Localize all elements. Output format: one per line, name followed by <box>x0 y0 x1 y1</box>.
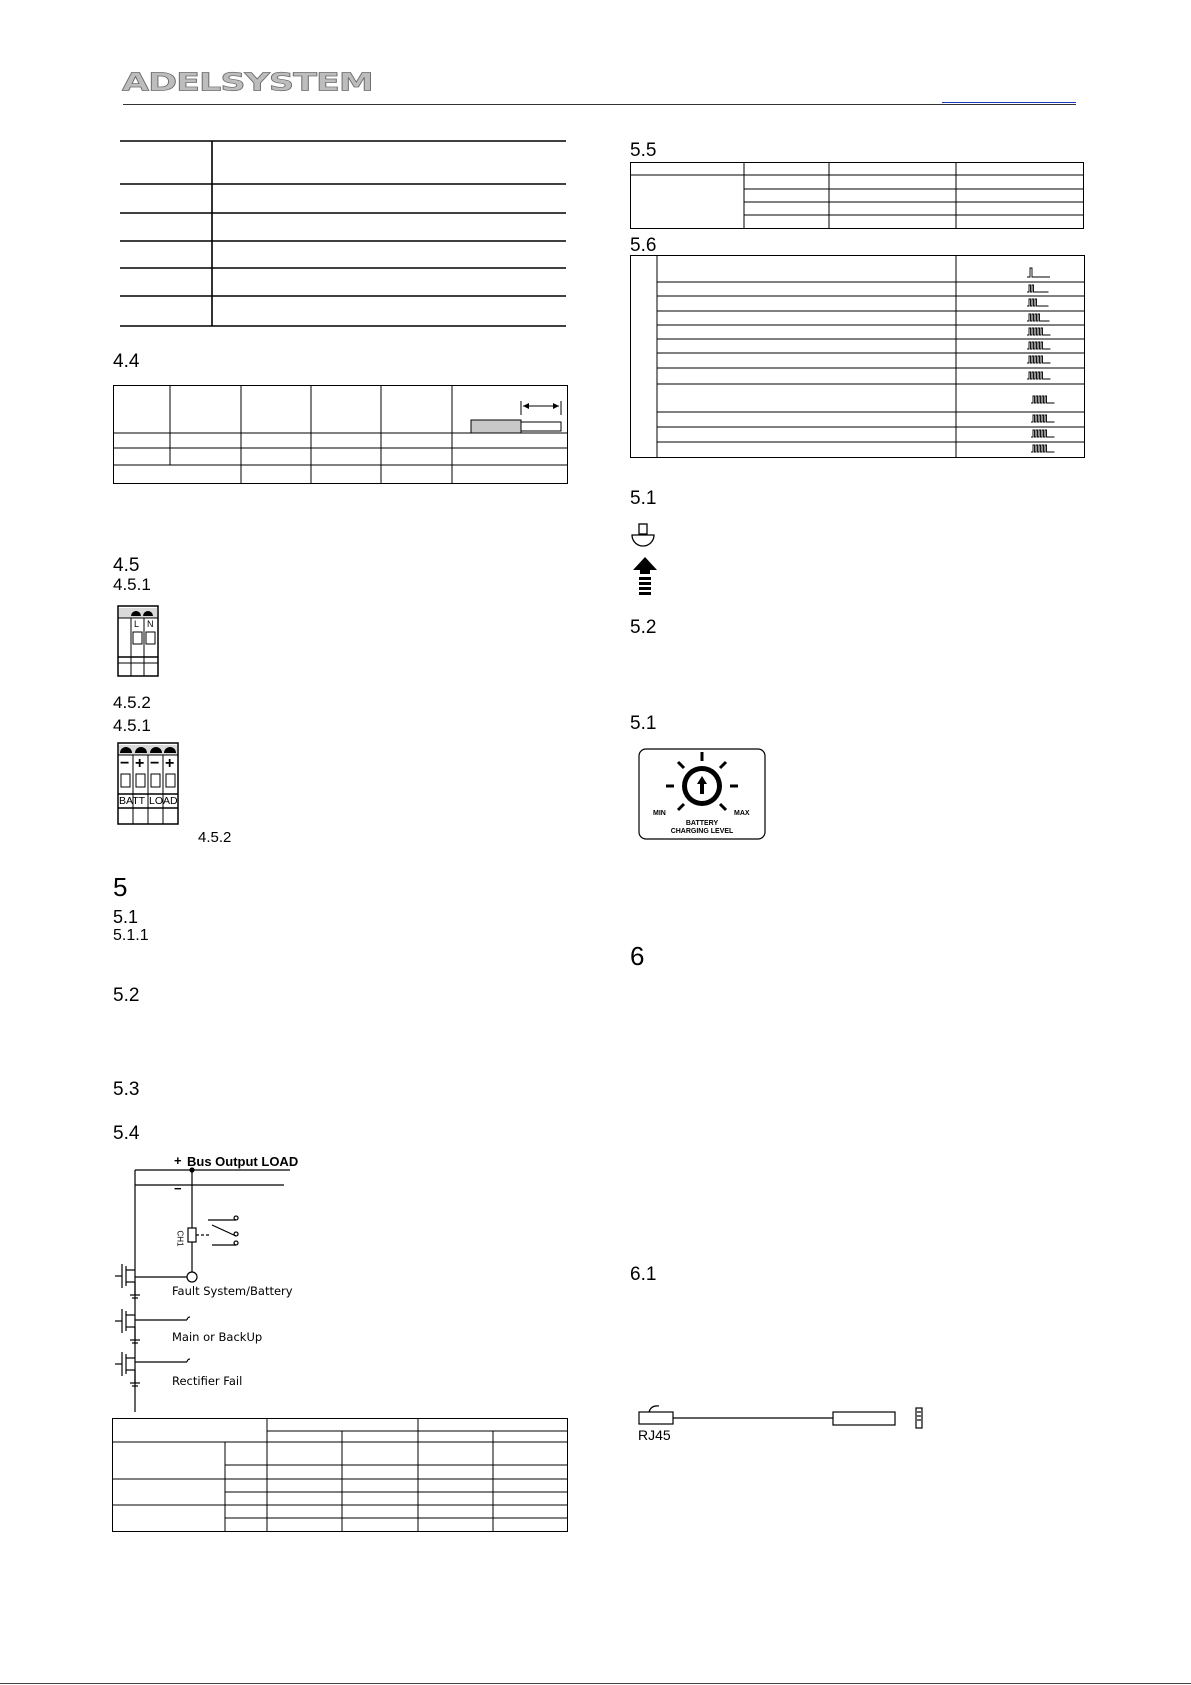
knob-min-label: MIN <box>653 810 666 817</box>
company-logo: ADELSYSTEM <box>122 68 373 97</box>
dc-sign-3: − <box>150 755 160 772</box>
terminal-label-n: N <box>147 619 154 629</box>
blink-code-table <box>630 255 1090 460</box>
terminal-label-l: L <box>134 619 140 629</box>
dc-sign-1: − <box>120 755 130 772</box>
heading-5-4: 5.4 <box>113 1123 140 1144</box>
dc-sign-2: + <box>135 755 145 772</box>
heading-4-5-2: 4.5.2 <box>113 693 151 712</box>
batt-label: BATT <box>119 795 146 807</box>
heading-r-5-1: 5.1 <box>630 488 657 509</box>
website-link[interactable] <box>942 99 1076 103</box>
charging-level-knob[interactable] <box>638 748 766 840</box>
heading-r-5-1b: 5.1 <box>630 713 657 734</box>
heading-5-2: 5.2 <box>113 985 140 1006</box>
knob-caption-1: BATTERY <box>685 820 719 827</box>
bus-output-label: Bus Output LOAD <box>187 1154 299 1169</box>
heading-4-5-1b: 4.5.1 <box>113 716 151 735</box>
dc-terminal-block <box>117 742 179 825</box>
wire-strip-icon <box>471 401 561 433</box>
heading-5-6: 5.6 <box>630 235 657 256</box>
knob-max-label: MAX <box>734 810 750 817</box>
output-rectifier-label: Rectifier Fail <box>172 1374 243 1388</box>
ac-terminal-block <box>117 605 159 677</box>
transistor-symbols <box>115 1264 140 1386</box>
heading-5-3: 5.3 <box>113 1079 140 1100</box>
heading-5: 5 <box>113 872 128 902</box>
bus-plus-sign: + <box>174 1153 182 1168</box>
dc-sign-4: + <box>165 755 175 772</box>
load-label: LOAD <box>149 795 178 807</box>
relay-label: CH1 <box>175 1230 185 1247</box>
header <box>0 0 1191 110</box>
spec-table <box>120 140 570 330</box>
wire-section-table <box>113 385 573 485</box>
led-icon <box>630 522 660 550</box>
footer-rule <box>0 1683 1191 1684</box>
heading-5-5: 5.5 <box>630 140 657 161</box>
signal-table <box>112 1418 572 1533</box>
heading-5-1: 5.1 <box>113 907 139 927</box>
status-table <box>630 162 1090 230</box>
rj45-cable <box>637 1400 937 1450</box>
heading-6-1: 6.1 <box>630 1264 657 1285</box>
heading-4-5-1: 4.5.1 <box>113 575 151 594</box>
up-arrow-icon <box>632 555 662 600</box>
heading-4-5: 4.5 <box>113 555 140 576</box>
knob-caption-2: CHARGING LEVEL <box>670 828 734 835</box>
rj45-label: RJ45 <box>638 1427 671 1443</box>
output-fault-label: Fault System/Battery <box>172 1284 293 1298</box>
heading-r-5-2: 5.2 <box>630 617 657 638</box>
heading-5-1-1: 5.1.1 <box>113 927 149 944</box>
bus-minus-sign: − <box>174 1181 182 1196</box>
heading-6: 6 <box>630 941 645 971</box>
heading-4-4: 4.4 <box>113 351 140 372</box>
heading-4-5-2b: 4.5.2 <box>198 829 232 846</box>
header-rule <box>123 104 1076 105</box>
signal-output-circuit <box>112 1150 412 1415</box>
output-main-label: Main or BackUp <box>172 1330 263 1344</box>
